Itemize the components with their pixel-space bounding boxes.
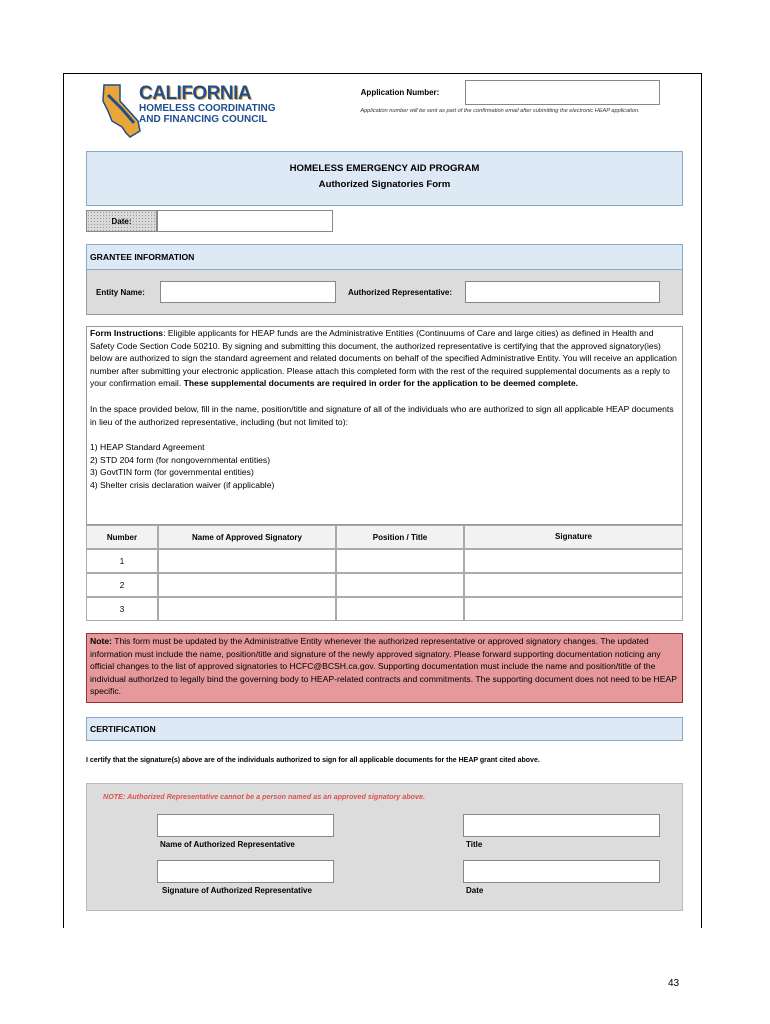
list-item: 1) HEAP Standard Agreement [90,442,205,453]
entity-name-label: Entity Name: [96,287,145,297]
certification-warning: NOTE: Authorized Representative cannot be a person named as an approved signatory above. [103,792,426,801]
table-header-name: Name of Approved Signatory [158,525,336,549]
authorized-representative-field[interactable] [465,281,660,303]
frame-right-line [701,73,702,928]
instructions-paragraph-1 [90,327,679,390]
representative-signature-label: Signature of Authorized Representative [162,886,312,895]
application-number-note: Application number will be sent as part of the confirmation email after submitting the electronic HEAP application. [360,108,640,114]
certification-heading: CERTIFICATION [86,717,683,741]
logo-subtitle-2: AND FINANCING COUNCIL [139,114,268,125]
table-cell-position[interactable] [336,549,464,573]
representative-title-label: Title [466,840,483,849]
representative-title-field[interactable] [463,814,660,837]
grantee-section [86,244,683,315]
table-cell-name[interactable] [158,573,336,597]
signature-date-label: Date [466,886,484,895]
list-item: 4) Shelter crisis declaration waiver (if applicable) [90,479,275,490]
list-item: 3) GovtTIN form (for governmental entities) [90,467,254,478]
application-number-field[interactable] [465,80,660,105]
grantee-heading: GRANTEE INFORMATION [86,244,683,270]
program-title: HOMELESS EMERGENCY AID PROGRAM [289,163,480,174]
logo-subtitle-1: HOMELESS COORDINATING [139,103,276,114]
table-header-position: Position / Title [336,525,464,549]
application-number-label: Application Number: [360,88,440,97]
note-lead: Note: [90,636,112,646]
entity-name-field[interactable] [160,281,336,303]
table-cell-position[interactable] [336,597,464,621]
logo-title: CALIFORNIA [139,83,252,104]
authorized-representative-label: Authorized Representative: [348,287,453,297]
representative-signature-field[interactable] [157,860,334,883]
instructions-body: : Eligible applicants for HEAP funds are the Administrative Entities (Continuums of Care and large cities) as defined in Health and Safety Code Section Code 50210. By signing and submitting this document, the authorized representative is certifying that the approved signatory(ies) below are authorized to sign the standard agreement and related documents on behalf of the specified Administrative Entity. You will receive an application number after submitting your electronic application. Please attach this completed form with the rest of the required supplemental documents as a reply to your confirmation email. [90,328,677,389]
frame-left-line [63,73,64,928]
table-cell-signature[interactable] [464,597,683,621]
table-cell-signature[interactable] [464,573,683,597]
date-label: Date: [86,210,157,232]
representative-name-label: Name of Authorized Representative [160,840,295,849]
form-title: Authorized Signatories Form [318,179,451,190]
form-title-band [86,151,683,206]
instructions-paragraph-2: In the space provided below, fill in the name, position/title and signature of all of the individuals who are authorized to sign all applicable HEAP documents in lieu of the authorized representative, including (but not limited to): [90,403,674,427]
list-item: 2) STD 204 form (for nongovernmental entities) [90,454,271,465]
form-instructions [86,326,683,525]
logo-text [139,84,275,125]
table-header-signature: Signature [464,525,683,549]
instructions-list [90,441,679,491]
update-note [86,633,683,703]
table-row-number: 1 [86,549,158,573]
frame-top-line [63,73,702,74]
table-row-number: 3 [86,597,158,621]
table-cell-name[interactable] [158,549,336,573]
certification-statement: I certify that the signature(s) above are of the individuals authorized to sign for all applicable documents for the HEAP grant cited above. [86,757,540,764]
instructions-required-note: These supplemental documents are required in order for the application to be deemed complete. [183,378,579,389]
representative-name-field[interactable] [157,814,334,837]
page-number: 43 [668,978,680,989]
table-cell-position[interactable] [336,573,464,597]
signature-date-field[interactable] [463,860,660,883]
table-row-number: 2 [86,573,158,597]
table-cell-name[interactable] [158,597,336,621]
instructions-lead: Form Instructions [90,328,164,338]
note-body: This form must be updated by the Administrative Entity whenever the authorized representative or approved signatory changes. The updated information must include the name, position/title and signature of the newly approved signatory. Please forward supporting documentation noticing any official changes to the list of approved signatories to HCFC@BCSH.ca.gov. Supporting documentation must include the name and position/title of the individual authorized to legally bind the governing body to HEAP-related contracts and commitments. The supporting document does not need to be HEAP specific. [90,636,677,696]
date-field[interactable] [157,210,333,232]
table-cell-signature[interactable] [464,549,683,573]
table-header-number: Number [86,525,158,549]
